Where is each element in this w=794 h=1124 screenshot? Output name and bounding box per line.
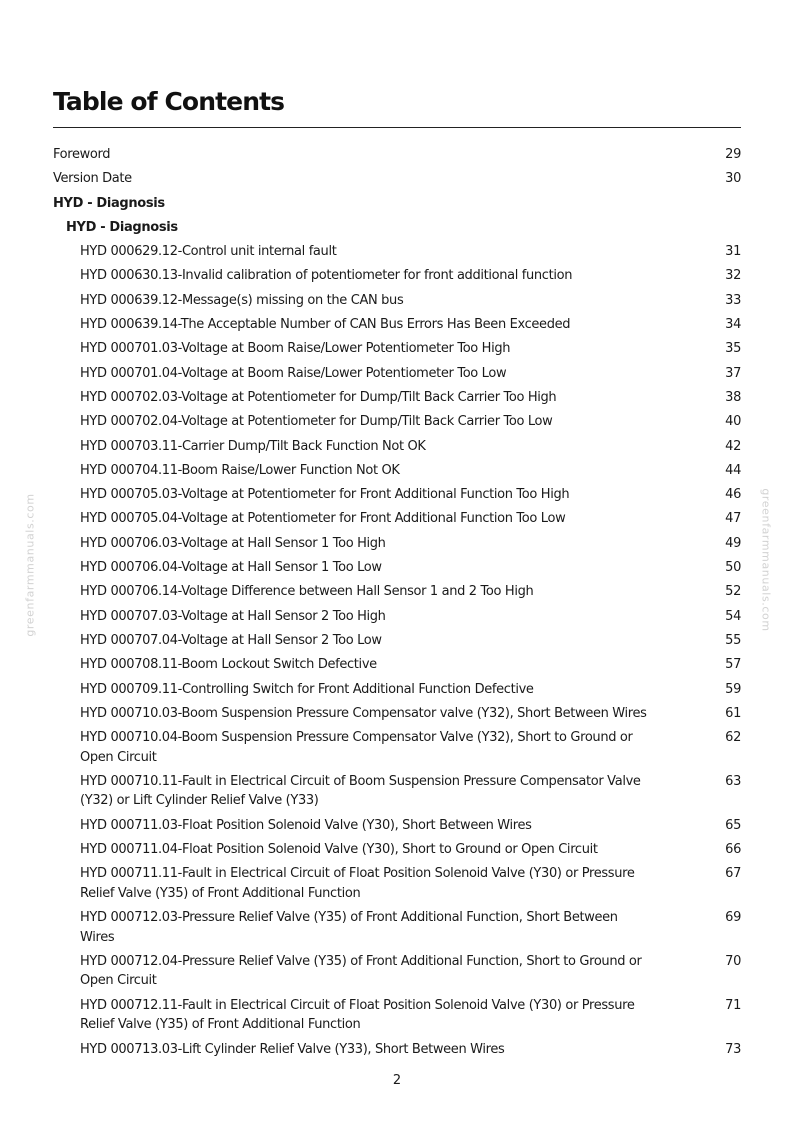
toc-entry-title: HYD - Diagnosis [66,219,178,235]
toc-page-number: 31 [725,244,741,260]
toc-page-number: 59 [725,681,741,697]
page-title: Table of Contents [53,87,285,116]
toc-page-number: 38 [725,389,741,405]
toc-page-number: 62 [725,730,741,746]
toc-entry-title: HYD 000707.04-Voltage at Hall Sensor 2 Too Low [80,632,382,648]
toc-entry-title: HYD 000706.04-Voltage at Hall Sensor 1 Too Low [80,560,382,576]
toc-entry[interactable] [53,1040,741,1060]
toc-entry-title: HYD 000713.03-Lift Cylinder Relief Valve (Y33), Short Between Wires [80,1041,505,1057]
toc-page-number: 37 [725,365,741,381]
page-number: 2 [392,1073,402,1088]
toc-entry-title: HYD 000707.03-Voltage at Hall Sensor 2 Too High [80,608,386,624]
toc-entry-title: HYD 000705.03-Voltage at Potentiometer for Front Additional Function Too High [80,487,570,503]
toc-page-number: 71 [725,997,741,1013]
toc-entry-title: HYD - Diagnosis [53,195,165,211]
toc-entry[interactable] [53,772,741,811]
toc-entry[interactable] [53,996,741,1035]
toc-entry[interactable] [53,582,741,602]
toc-entry-title: HYD 000630.13-Invalid calibration of potentiometer for front additional function [80,268,573,284]
toc-entry-title: HYD 000711.04-Float Position Solenoid Valve (Y30), Short to Ground or Open Circuit [80,842,598,858]
title-divider [53,127,741,128]
toc-entry-title: HYD 000704.11-Boom Raise/Lower Function Not OK [80,462,400,478]
toc-page-number: 33 [725,292,741,308]
toc-entry-title: HYD 000712.04-Pressure Relief Valve (Y35) of Front Additional Function, Short to Ground or Open Circuit [80,953,642,989]
toc-entry[interactable] [53,840,741,860]
toc-entry-title: HYD 000706.03-Voltage at Hall Sensor 1 Too High [80,535,386,551]
toc-entry[interactable] [53,437,741,457]
toc-page-number: 40 [725,414,741,430]
toc-page-number: 65 [725,817,741,833]
toc-section-heading[interactable] [53,194,741,214]
toc-section-heading[interactable] [53,145,741,165]
toc-entry-title: HYD 000639.14-The Acceptable Number of CAN Bus Errors Has Been Exceeded [80,317,571,333]
toc-page-number: 49 [725,535,741,551]
toc-page-number: 29 [725,147,741,162]
toc-entry[interactable] [53,704,741,724]
toc-page-number: 55 [725,632,741,648]
toc-page-number: 63 [725,773,741,789]
toc-entry[interactable] [53,412,741,432]
toc-entry[interactable] [53,315,741,335]
toc-page-number: 34 [725,317,741,333]
toc-page-number: 73 [725,1041,741,1057]
toc-entry-title: HYD 000702.04-Voltage at Potentiometer for Dump/Tilt Back Carrier Too Low [80,414,553,430]
toc-page-number: 61 [725,705,741,721]
toc-entry-title: HYD 000710.11-Fault in Electrical Circuit of Boom Suspension Pressure Compensator Valve (Y32) or Lift Cylinder Relief Valve (Y33) [80,773,641,809]
toc-entry-title: HYD 000710.04-Boom Suspension Pressure Compensator Valve (Y32), Short to Ground or Open Circuit [80,730,633,765]
toc-entry[interactable] [53,364,741,384]
toc-page-number: 35 [725,341,741,357]
toc-entry-title: HYD 000710.03-Boom Suspension Pressure Compensator valve (Y32), Short Between Wires [80,705,647,721]
toc-page-number: 52 [725,584,741,600]
toc-entry-title: Foreword [53,147,111,162]
toc-entry-title: HYD 000711.11-Fault in Electrical Circuit of Float Position Solenoid Valve (Y30) or Pressure Relief Valve (Y35) of Front Additional Function [80,866,635,901]
toc-entry-title: HYD 000629.12-Control unit internal fault [80,244,337,260]
toc-entry[interactable] [53,266,741,286]
toc-entry-title: HYD 000701.04-Voltage at Boom Raise/Lower Potentiometer Too Low [80,365,507,381]
toc-page-number: 70 [725,953,741,969]
toc-page-number: 32 [725,268,741,284]
watermark-left: greenfarmmanuals.com [23,493,37,637]
toc-entry-title: HYD 000639.12-Message(s) missing on the CAN bus [80,292,404,308]
toc-entry[interactable] [53,952,741,991]
toc-entry[interactable] [53,339,741,359]
toc-page-number: 66 [725,842,741,858]
toc-entry[interactable] [53,509,741,529]
toc-entry[interactable] [53,680,741,700]
toc-entry-title: HYD 000703.11-Carrier Dump/Tilt Back Function Not OK [80,438,426,454]
toc-entry[interactable] [53,655,741,675]
toc-entry[interactable] [53,388,741,408]
toc-page-number: 57 [725,657,741,673]
toc-entry-title: HYD 000701.03-Voltage at Boom Raise/Lower Potentiometer Too High [80,341,511,357]
toc-page-number: 69 [725,910,741,926]
toc-page-number: 44 [725,462,741,478]
toc-entry-title: HYD 000712.11-Fault in Electrical Circuit of Float Position Solenoid Valve (Y30) or Pressure Relief Valve (Y35) of Front Additional Function [80,997,635,1033]
toc-list [53,145,741,1064]
toc-page-number: 50 [725,560,741,576]
toc-entry[interactable] [53,728,741,767]
toc-entry[interactable] [53,534,741,554]
toc-page-number: 46 [725,487,741,503]
toc-page-number: 47 [725,511,741,527]
toc-section-heading[interactable] [53,169,741,189]
toc-entry[interactable] [53,864,741,903]
toc-entry-title: HYD 000702.03-Voltage at Potentiometer for Dump/Tilt Back Carrier Too High [80,389,557,405]
toc-entry-title: Version Date [53,171,132,187]
toc-page-number: 30 [725,171,741,187]
toc-entry-title: HYD 000712.03-Pressure Relief Valve (Y35) of Front Additional Function, Short Between Wires [80,910,618,945]
toc-entry[interactable] [53,607,741,627]
toc-page-number: 67 [725,866,741,882]
toc-entry-title: HYD 000708.11-Boom Lockout Switch Defective [80,657,377,673]
toc-entry-title: HYD 000705.04-Voltage at Potentiometer for Front Additional Function Too Low [80,511,566,527]
watermark-right: greenfarmmanuals.com [759,488,773,632]
toc-entry[interactable] [53,291,741,311]
toc-page-number: 54 [725,608,741,624]
toc-entry-title: HYD 000711.03-Float Position Solenoid Valve (Y30), Short Between Wires [80,817,532,833]
toc-page-number: 42 [725,438,741,454]
toc-entry[interactable] [53,816,741,836]
toc-entry[interactable] [53,558,741,578]
toc-entry[interactable] [53,461,741,481]
toc-entry[interactable] [53,485,741,505]
toc-entry[interactable] [53,908,741,947]
toc-entry[interactable] [53,631,741,651]
toc-section-heading[interactable] [53,218,741,238]
toc-entry-title: HYD 000706.14-Voltage Difference between Hall Sensor 1 and 2 Too High [80,584,534,600]
toc-entry-title: HYD 000709.11-Controlling Switch for Front Additional Function Defective [80,681,534,697]
toc-entry[interactable] [53,242,741,262]
